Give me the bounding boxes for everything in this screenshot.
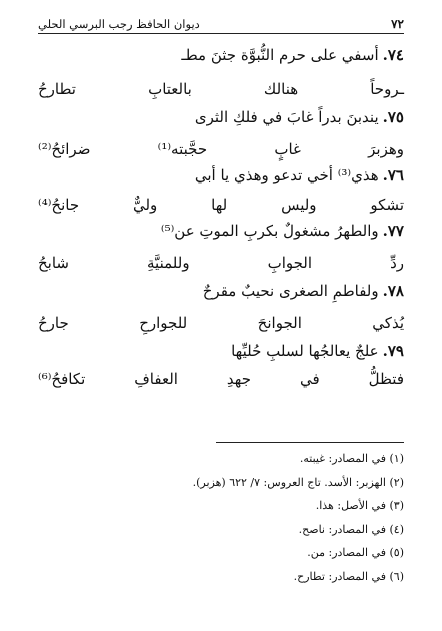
verse-74-second-hemistich: ـروحاً هنالك بالعتابِ تطارحُ [38,80,404,98]
verse-74-first-hemistich [38,48,404,63]
hemistich-text: والطهرُ مشغولٌ بكربِ الموتِ عن⁽⁵⁾ [160,222,379,240]
verse-76-second-hemistich: تشكو وليس لها وليٌّ جانحُ⁽⁴⁾ [38,196,404,214]
footnotes [38,453,404,594]
hemistich-text: علجٌ يعالجُها لسلبِ حُليِّها [231,342,379,360]
verse-number: ٧٥. [382,108,404,126]
verse-75-first-hemistich [38,110,404,125]
verse-number: ٧٦. [382,166,404,184]
footnote: (١) في المصادر: غيبته. [299,452,404,465]
running-header [38,12,404,34]
verse-number: ٧٩. [382,342,404,360]
page-number: ٧٢ [391,17,404,31]
hemistich-text: ولفاطمِ الصغرى نحيبٌ مقرحٌ [202,282,379,300]
verse-77-second-hemistich: ردِّ الجوابِ وللمنيَّةِ شابحُ [38,254,404,272]
footnote: (٢) الهزبر: الأسد. تاج العروس: ٧/ ٦٢٢ (هزبر). [192,475,404,489]
hemistich-text: أسفي على حرم النُّبوَّة جثنَ مطـ [181,46,379,64]
verse-78-second-hemistich: يُذكي الجوانحَ للجوارحِ جارحُ [38,314,404,332]
footnote-separator [216,442,404,443]
verse-number: ٧٨. [382,282,404,300]
verse-78-first-hemistich [38,284,404,299]
verse-79-second-hemistich: فتظلُّ في جهدِ العفافِ تكافحُ⁽⁶⁾ [38,370,404,388]
hemistich-text: هذي⁽³⁾ أخي تدعو وهذي يا أبي [194,166,379,184]
footnote: (٥) في المصادر: من. [307,546,404,559]
footnote: (٣) في الأصل: هذا. [315,499,404,512]
verse-77-first-hemistich [38,224,404,239]
verse-number: ٧٤. [382,46,404,64]
verse-79-first-hemistich [38,344,404,359]
footnote: (٦) في المصادر: تطارح. [293,569,404,583]
running-title: ديوان الحافظ رجب البرسي الحلي [38,16,200,31]
verse-76-first-hemistich [38,168,404,183]
verse-number: ٧٧. [382,222,404,240]
hemistich-text: يندبنَ بدراً غابَ في فلكِ الثرى [194,108,379,126]
verse-75-second-hemistich: وهزبرَ غابٍ حجَّبته⁽¹⁾ ضرائحُ⁽²⁾ [38,140,404,158]
footnote: (٤) في المصادر: ناصح. [298,522,404,536]
